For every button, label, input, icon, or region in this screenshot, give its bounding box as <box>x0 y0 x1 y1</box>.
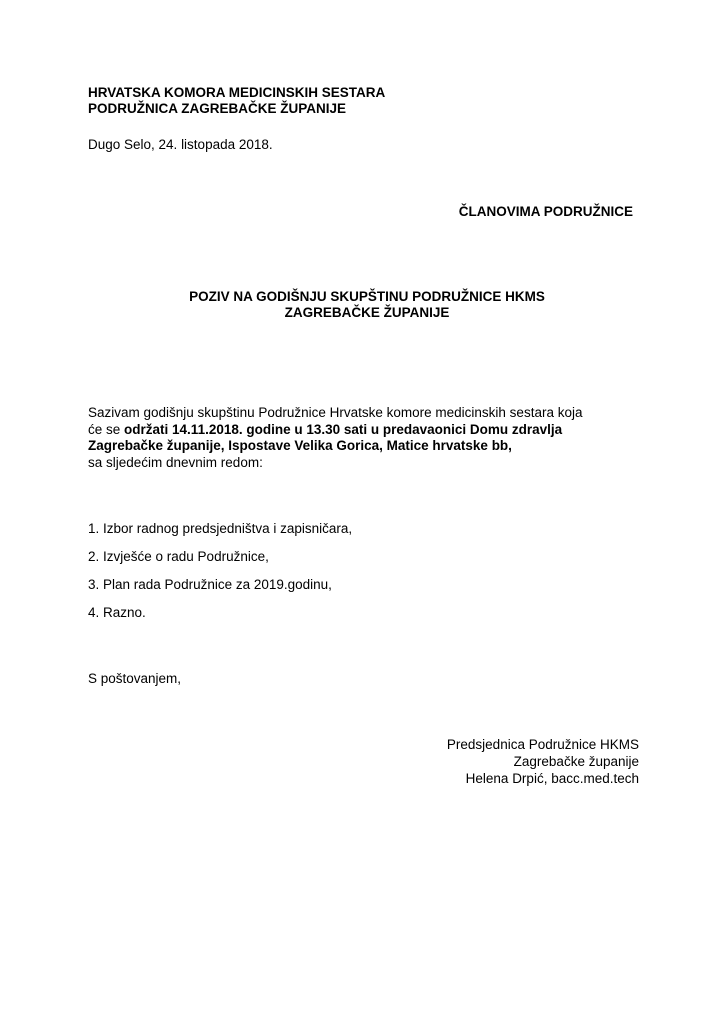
agenda-item-3: 3. Plan rada Podružnice za 2019.godinu, <box>88 577 332 592</box>
title-line-2: ZAGREBAČKE ŽUPANIJE <box>284 305 450 320</box>
signature-name: Helena Drpić, bacc.med.tech <box>465 771 639 786</box>
branch-name: PODRUŽNICA ZAGREBAČKE ŽUPANIJE <box>88 101 347 116</box>
recipient: ČLANOVIMA PODRUŽNICE <box>458 204 633 219</box>
agenda-item-4: 4. Razno. <box>88 605 146 620</box>
closing: S poštovanjem, <box>88 671 182 686</box>
title-line-1: POZIV NA GODIŠNJU SKUPŠTINU PODRUŽNICE HKMS <box>189 289 545 304</box>
agenda-item-2: 2. Izvješće o radu Podružnice, <box>88 549 269 564</box>
agenda-item-1: 1. Izbor radnog predsjedništva i zapisničara, <box>88 521 353 536</box>
body-line-4: sa sljedećim dnevnim redom: <box>88 455 263 470</box>
body-line-2-bold: održati 14.11.2018. godine u 13.30 sati u predavaonici Domu zdravlja <box>124 422 563 437</box>
body-line-2 <box>88 422 562 437</box>
body-line-2-normal: će se <box>88 422 125 437</box>
organization-name: HRVATSKA KOMORA MEDICINSKIH SESTARA <box>88 85 386 100</box>
place-date: Dugo Selo, 24. listopada 2018. <box>88 137 273 152</box>
signature-county: Zagrebačke županije <box>513 754 639 769</box>
body-line-3: Zagrebačke županije, Ispostave Velika Gorica, Matice hrvatske bb, <box>88 438 512 453</box>
signature-role: Predsjednica Podružnice HKMS <box>446 737 639 752</box>
body-line-1: Sazivam godišnju skupštinu Podružnice Hrvatske komore medicinskih sestara koja <box>88 405 583 420</box>
